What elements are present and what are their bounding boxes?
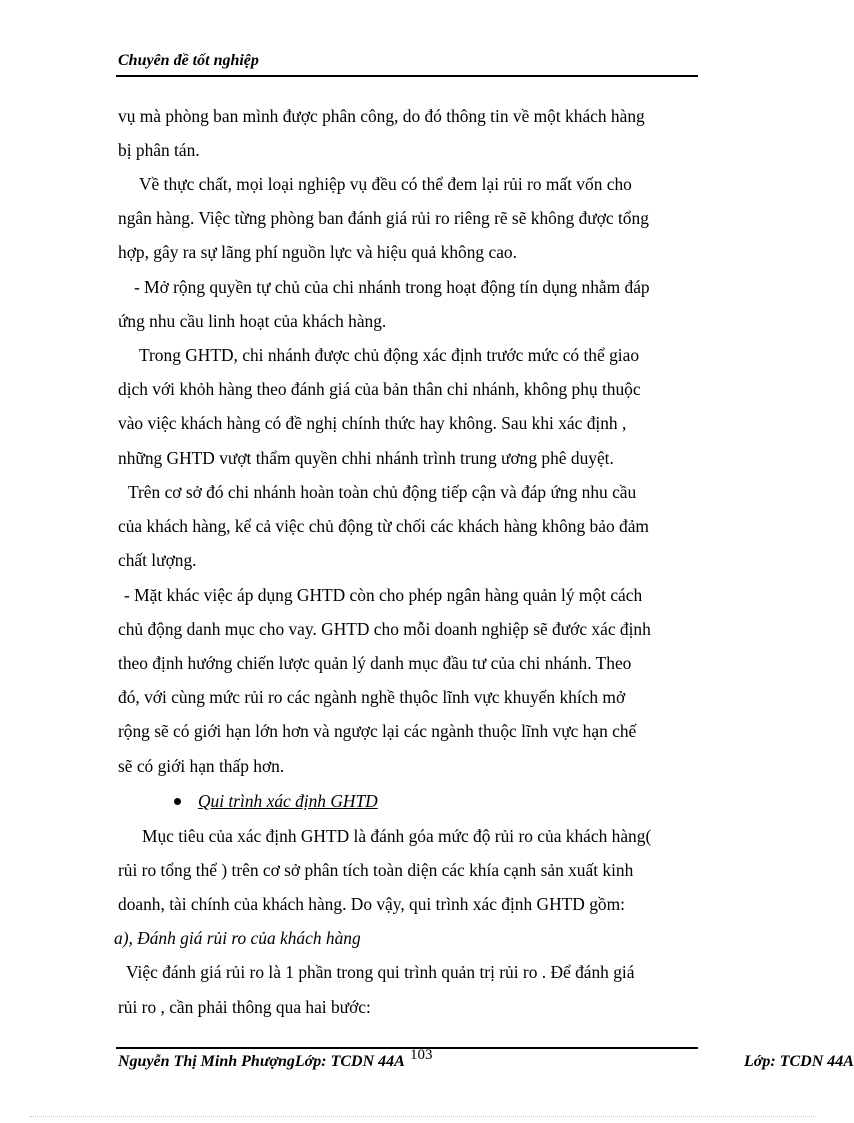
footer-class-right: Lớp: TCDN 44A xyxy=(744,1053,854,1070)
paragraph-line: Trên cơ sở đó chi nhánh hoàn toàn chủ động tiếp cận và đáp ứng nhu cầu xyxy=(128,482,637,502)
paragraph-line: theo định hướng chiến lược quản lý danh mục đầu tư của chi nhánh. Theo xyxy=(118,653,632,673)
paragraph-line: Việc đánh giá rủi ro là 1 phần trong qui trình quản trị rủi ro . Để đánh giá xyxy=(126,962,635,982)
paragraph-line: đó, với cùng mức rủi ro các ngành nghề thụôc lĩnh vực khuyến khích mở xyxy=(118,687,626,707)
paragraph-line: hợp, gây ra sự lãng phí nguồn lực và hiệu quả không cao. xyxy=(118,242,517,262)
paragraph-line: doanh, tài chính của khách hàng. Do vậy, qui trình xác định GHTD gồm: xyxy=(118,894,625,914)
paragraph-line: Về thực chất, mọi loại nghiệp vụ đều có thể đem lại rủi ro mất vốn cho xyxy=(139,174,632,194)
page-bottom-divider xyxy=(30,1116,816,1117)
header-divider xyxy=(116,75,698,77)
paragraph-line: Mục tiêu của xác định GHTD là đánh góa mức độ rủi ro của khách hàng( xyxy=(142,826,652,846)
paragraph-line: ngân hàng. Việc từng phòng ban đánh giá rủi ro riêng rẽ sẽ không được tổng xyxy=(118,208,649,228)
paragraph-line: những GHTD vượt thẩm quyền chhi nhánh trình trung ương phê duyệt. xyxy=(118,448,614,468)
paragraph-line: Trong GHTD, chi nhánh được chủ động xác định trước mức có thể giao xyxy=(139,345,640,365)
paragraph-line: chủ động danh mục cho vay. GHTD cho mỗi doanh nghiệp sẽ đước xác định xyxy=(118,619,651,639)
paragraph-line: sẽ có giới hạn thấp hơn. xyxy=(118,756,285,776)
section-heading: Qui trình xác định GHTD xyxy=(198,791,378,811)
page-header-title: Chuyên đề tốt nghiệp xyxy=(118,52,259,69)
subheading: a), Đánh giá rủi ro của khách hàng xyxy=(114,928,361,948)
paragraph-line: rộng sẽ có giới hạn lớn hơn và ngược lại các ngành thuộc lĩnh vực hạn chế xyxy=(118,721,637,741)
paragraph-line: dịch với khỏh hàng theo đánh giá của bản thân chi nhánh, không phụ thuộc xyxy=(118,379,641,399)
footer-divider xyxy=(116,1047,698,1049)
paragraph-line: rủi ro tổng thể ) trên cơ sở phân tích toàn diện các khía cạnh sản xuất kinh xyxy=(118,860,634,880)
paragraph-line: bị phân tán. xyxy=(118,140,200,160)
footer-author-class: Nguyễn Thị Minh PhượngLớp: TCDN 44A xyxy=(118,1053,405,1070)
paragraph-line: của khách hàng, kể cả việc chủ động từ chối các khách hàng không bảo đảm xyxy=(118,516,649,536)
paragraph-line: vụ mà phòng ban mình được phân công, do đó thông tin về một khách hàng xyxy=(118,106,645,126)
bullet-icon xyxy=(174,798,181,805)
page-number: 103 xyxy=(410,1047,433,1063)
paragraph-line: chất lượng. xyxy=(118,550,197,570)
paragraph-line: vào việc khách hàng có đề nghị chính thức hay không. Sau khi xác định , xyxy=(118,413,627,433)
paragraph-line: - Mặt khác việc áp dụng GHTD còn cho phép ngân hàng quản lý một cách xyxy=(124,585,643,605)
paragraph-line: - Mở rộng quyền tự chủ của chi nhánh trong hoạt động tín dụng nhằm đáp xyxy=(134,277,650,297)
paragraph-line: rủi ro , cần phải thông qua hai bước: xyxy=(118,997,371,1017)
paragraph-line: ứng nhu cầu linh hoạt của khách hàng. xyxy=(118,311,387,331)
